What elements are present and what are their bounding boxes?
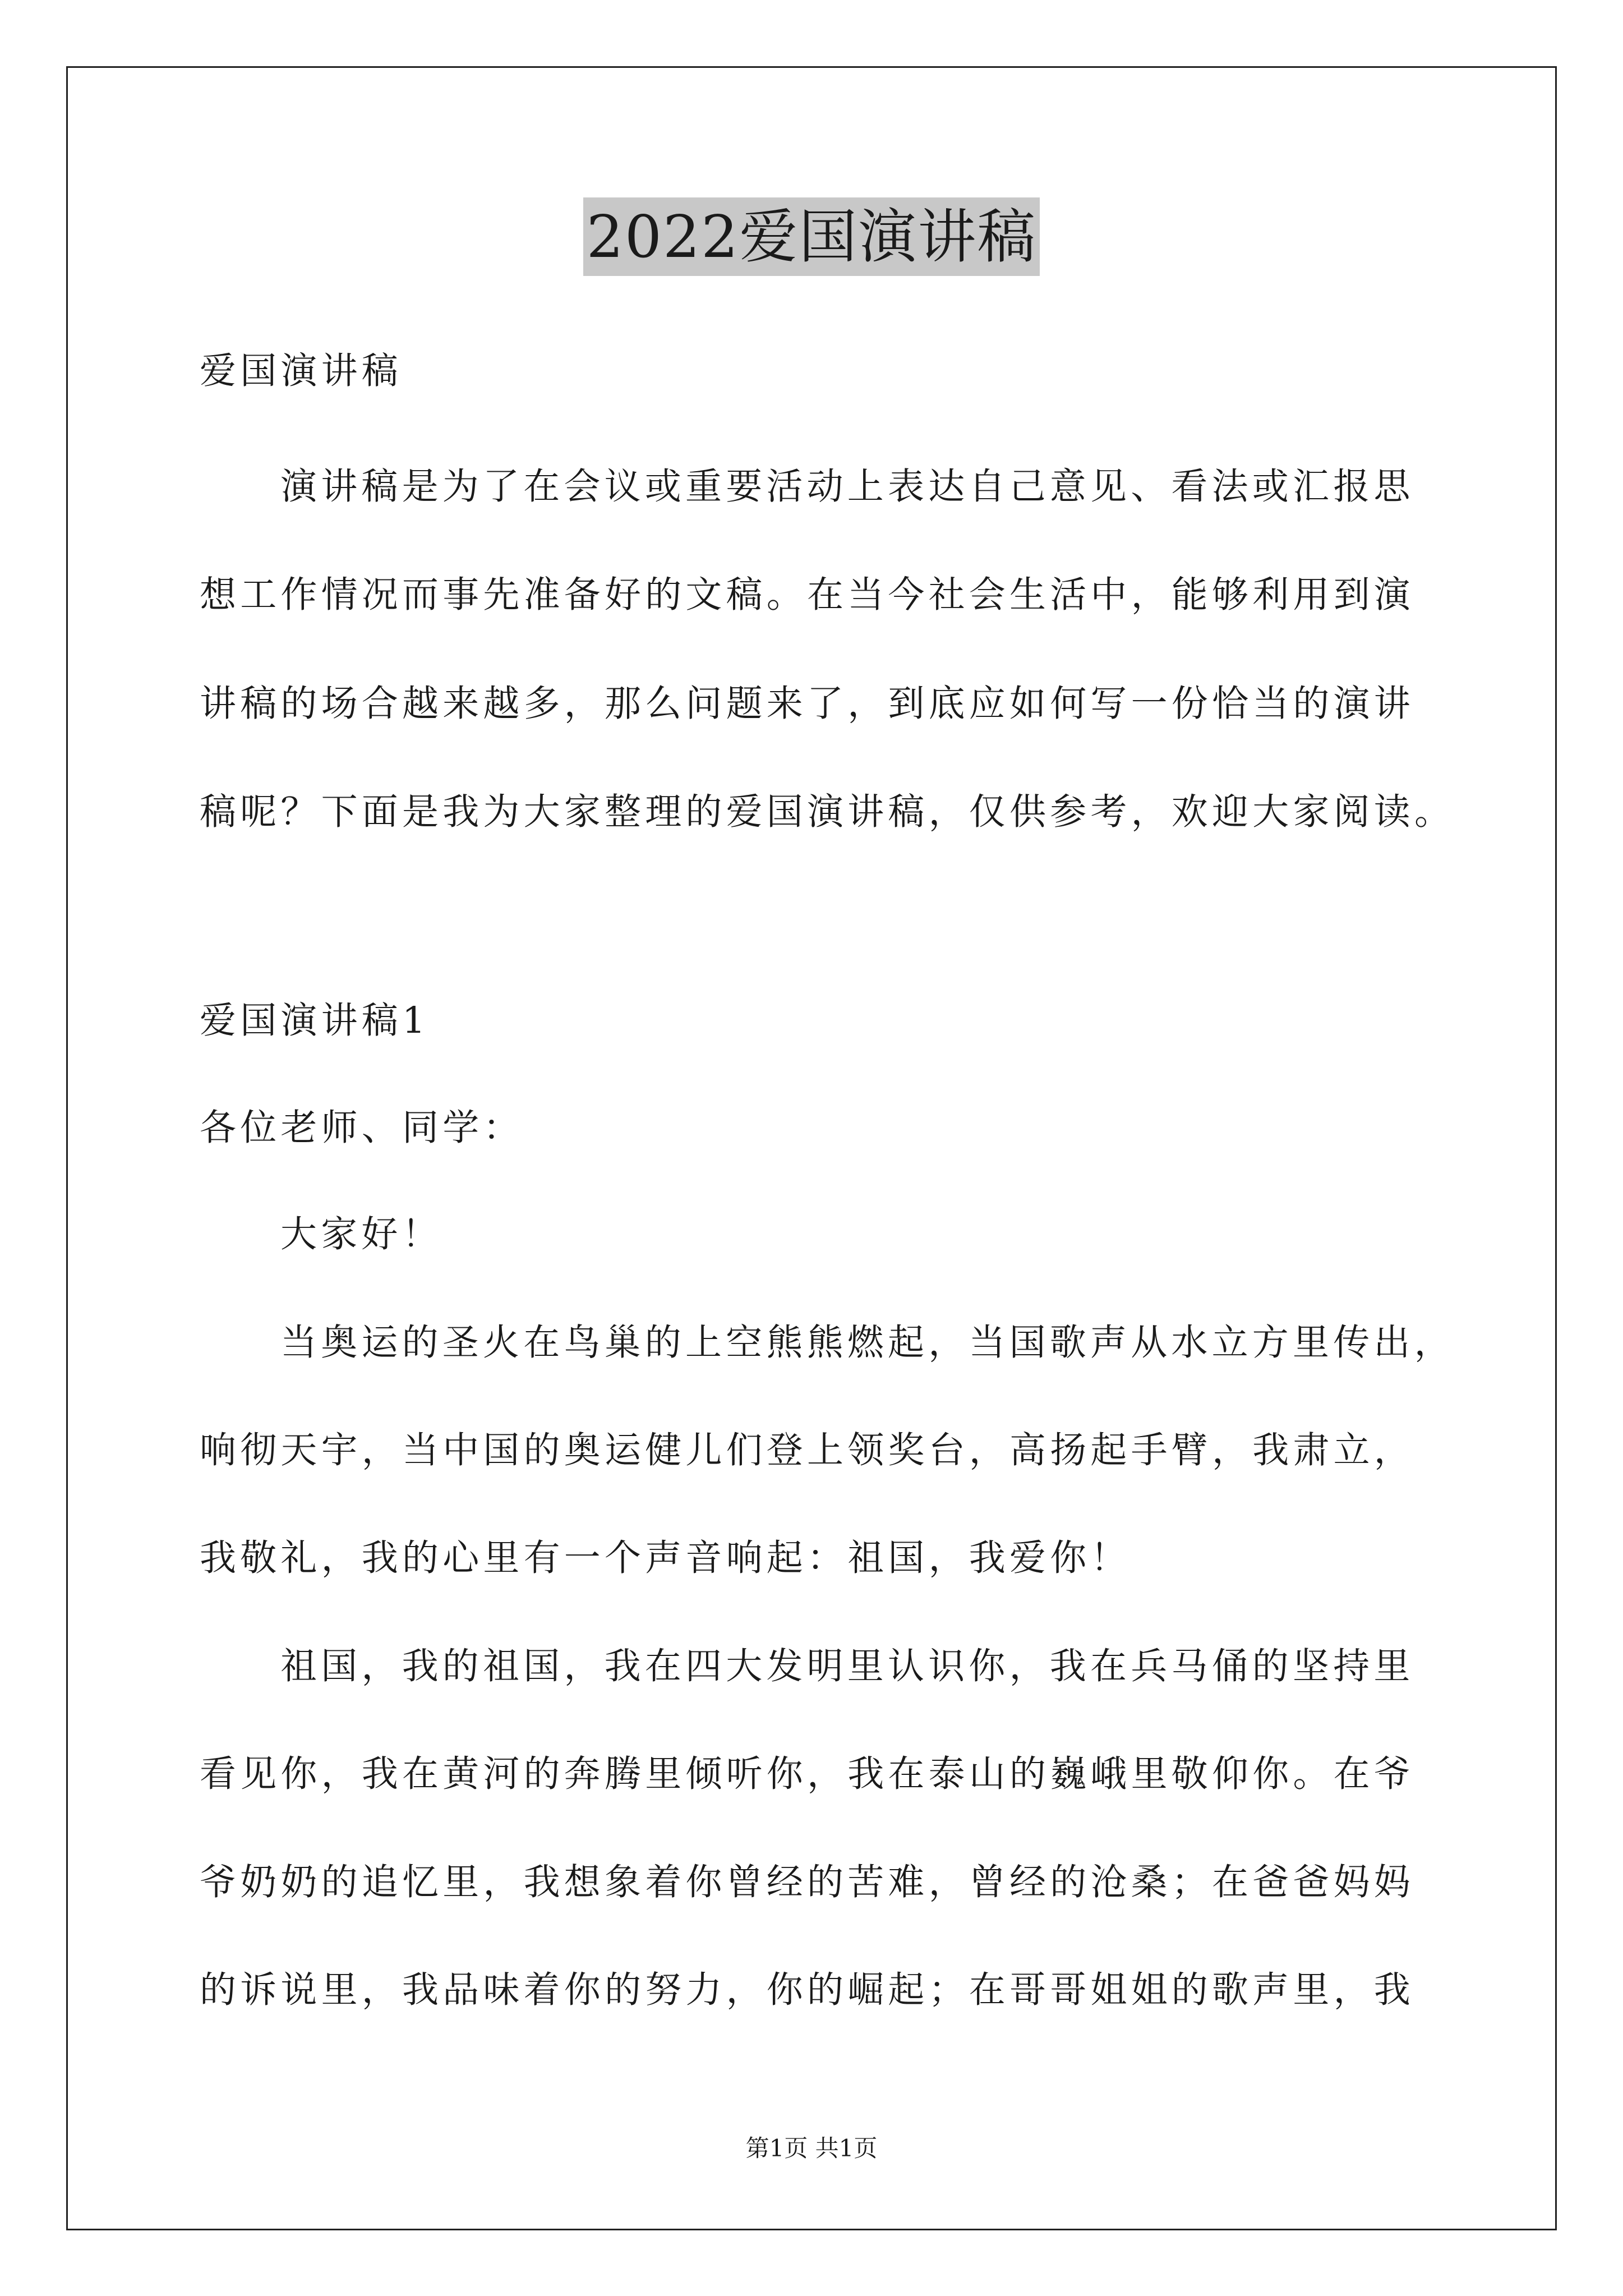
page-footer: 第1页 共1页 [745,2134,878,2162]
paragraph-line: 响彻天宇，当中国的奥运健儿们登上领奖台，高扬起手臂，我肃立， [200,1429,1415,1471]
paragraph-line: 的诉说里，我品味着你的努力，你的崛起；在哥哥姐姐的歌声里，我 [200,1969,1415,2011]
document-title: 2022爱国演讲稿 [583,197,1040,276]
paragraph-line: 演讲稿是为了在会议或重要活动上表达自己意见、看法或汇报思 [280,466,1414,508]
paragraph-line: 稿呢？下面是我为大家整理的爱国演讲稿，仅供参考，欢迎大家阅读。 [200,791,1455,833]
title-container [0,197,1623,276]
paragraph-line: 祖国，我的祖国，我在四大发明里认识你，我在兵马俑的坚持里 [280,1645,1414,1687]
salutation: 各位老师、同学： [200,1107,524,1149]
greeting: 大家好！ [280,1213,442,1255]
paragraph-line: 我敬礼，我的心里有一个声音响起：祖国，我爱你！ [200,1537,1131,1579]
paragraph-line: 想工作情况而事先准备好的文稿。在当今社会生活中，能够利用到演 [200,574,1415,616]
section-heading: 爱国演讲稿 [200,350,403,392]
section-heading: 爱国演讲稿1 [200,1000,430,1042]
paragraph-line: 爷奶奶的追忆里，我想象着你曾经的苦难，曾经的沧桑；在爸爸妈妈 [200,1861,1415,1903]
paragraph-line: 当奥运的圣火在鸟巢的上空熊熊燃起，当国歌声从水立方里传出， [280,1322,1455,1364]
paragraph-line: 看见你，我在黄河的奔腾里倾听你，我在泰山的巍峨里敬仰你。在爷 [200,1753,1415,1795]
paragraph-line: 讲稿的场合越来越多，那么问题来了，到底应如何写一份恰当的演讲 [200,683,1415,725]
